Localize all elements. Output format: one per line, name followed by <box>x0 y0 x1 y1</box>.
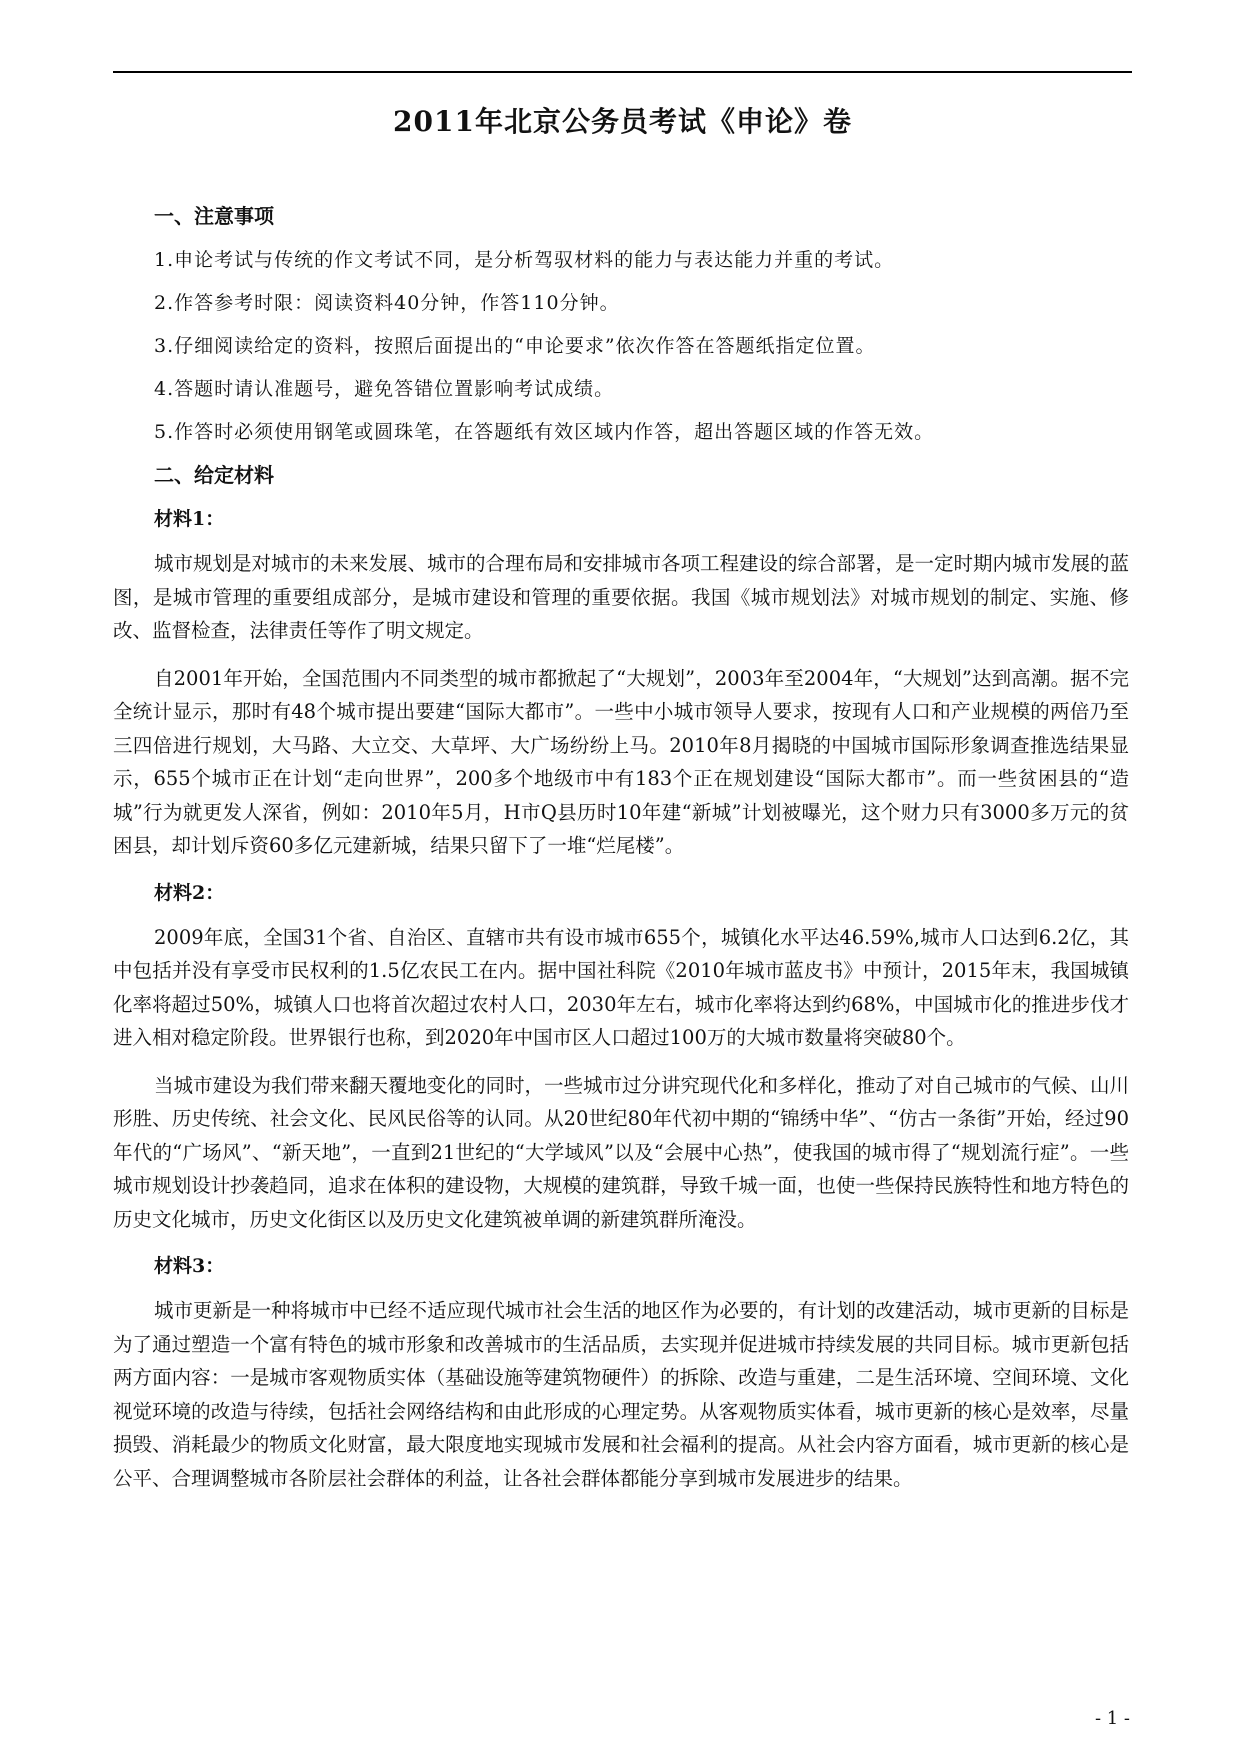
page-number: - 1 - <box>1094 1708 1130 1729</box>
material-label: 材料2： <box>154 881 225 904</box>
material-paragraph: 2009年底，全国31个省、自治区、直辖市共有设市城市655个，城镇化水平达46.59%,城市人口达到6.2亿，其中包括并没有享受市民权利的1.5亿农民工在内。据中国社科院《2010年城市蓝皮书》中预计，2015年末，我国城镇化率将超过50%，城镇人口也将首次超过农村人口，2030年左右，城市化率将达到约68%，中国城市化的推进步伐才进入相对稳定阶段。世界银行也称，到2020年中国市区人口超过100万的大城市数量将突破80个。 <box>113 925 1129 1049</box>
material-3 <box>113 1250 1130 1495</box>
header-rule <box>113 71 1132 73</box>
material-paragraph: 城市更新是一种将城市中已经不适应现代城市社会生活的地区作为必要的，有计划的改建活动，城市更新的目标是为了通过塑造一个富有特色的城市形象和改善城市的生活品质，去实现并促进城市持续发展的共同目标。城市更新包括两方面内容：一是城市客观物质实体（基础设施等建筑物硬件）的拆除、改造与重建，二是生活环境、空间环境、文化视觉环境的改造与待续，包括社会网络结构和由此形成的心理定势。从客观物质实体看，城市更新的核心是效率，尽量损毁、消耗最少的物质文化财富，最大限度地实现城市发展和社会福利的提高。从社会内容方面看，城市更新的核心是公平、合理调整城市各阶层社会群体的利益，让各社会群体都能分享到城市发展进步的结果。 <box>113 1299 1130 1490</box>
material-2 <box>113 877 1130 1237</box>
note-item: 4.答题时请认准题号，避免答错位置影响考试成绩。 <box>154 378 615 400</box>
note-item: 2.作答参考时限：阅读资料40分钟，作答110分钟。 <box>154 292 620 314</box>
material-paragraph: 自2001年开始，全国范围内不同类型的城市都掀起了“大规划”，2003年至2004年，“大规划”达到高潮。据不完全统计显示，那时有48个城市提出要建“国际大都市”。一些中小城市领导人要求，按现有人口和产业规模的两倍乃至三四倍进行规划，大马路、大立交、大草坪、大广场纷纷上马。2010年8月揭晓的中国城市国际形象调查推选结果显示，655个城市正在计划“走向世界”，200多个地级市中有183个正在规划建设“国际大都市”。而一些贫困县的“造城”行为就更发人深省，例如：2010年5月，H市Q县历时10年建“新城”计划被曝光，这个财力只有3000多万元的贫困县，却计划斥资60多亿元建新城，结果只留下了一堆“烂尾楼”。 <box>113 666 1129 857</box>
material-label: 材料1： <box>154 508 225 530</box>
note-item: 1.申论考试与传统的作文考试不同，是分析驾驭材料的能力与表达能力并重的考试。 <box>154 249 895 271</box>
section-heading-materials: 二、给定材料 <box>154 463 274 487</box>
document-body <box>113 200 1130 1509</box>
note-item: 5.作答时必须使用钢笔或圆珠笔，在答题纸有效区域内作答，超出答题区域的作答无效。 <box>154 421 935 443</box>
material-paragraph: 城市规划是对城市的未来发展、城市的合理布局和安排城市各项工程建设的综合部署，是一定时期内城市发展的蓝图，是城市管理的重要组成部分，是城市建设和管理的重要依据。我国《城市规划法》对城市规划的制定、实施、修改、监督检查，法律责任等作了明文规定。 <box>113 552 1130 642</box>
note-item: 3.仔细阅读给定的资料，按照后面提出的“申论要求”依次作答在答题纸指定位置。 <box>154 335 876 357</box>
section-heading-notes: 一、注意事项 <box>154 204 274 228</box>
material-label: 材料3： <box>154 1255 225 1277</box>
material-paragraph: 当城市建设为我们带来翻天覆地变化的同时，一些城市过分讲究现代化和多样化，推动了对自己城市的气候、山川形胜、历史传统、社会文化、民风民俗等的认同。从20世纪80年代初中期的“锦绣中华”、“仿古一条街”开始，经过90年代的“广场风”、“新天地”，一直到21世纪的“大学域风”以及“会展中心热”，使我国的城市得了“规划流行症”。一些城市规划设计抄袭趋同，追求在体积的建设物，大规模的建筑群，导致千城一面，也使一些保持民族特性和地方特色的历史文化城市，历史文化街区以及历史文化建筑被单调的新建筑群所淹没。 <box>113 1073 1130 1231</box>
notes-list <box>154 244 1129 448</box>
material-1 <box>113 503 1130 863</box>
document-title: 2011年北京公务员考试《申论》卷 <box>393 105 852 138</box>
